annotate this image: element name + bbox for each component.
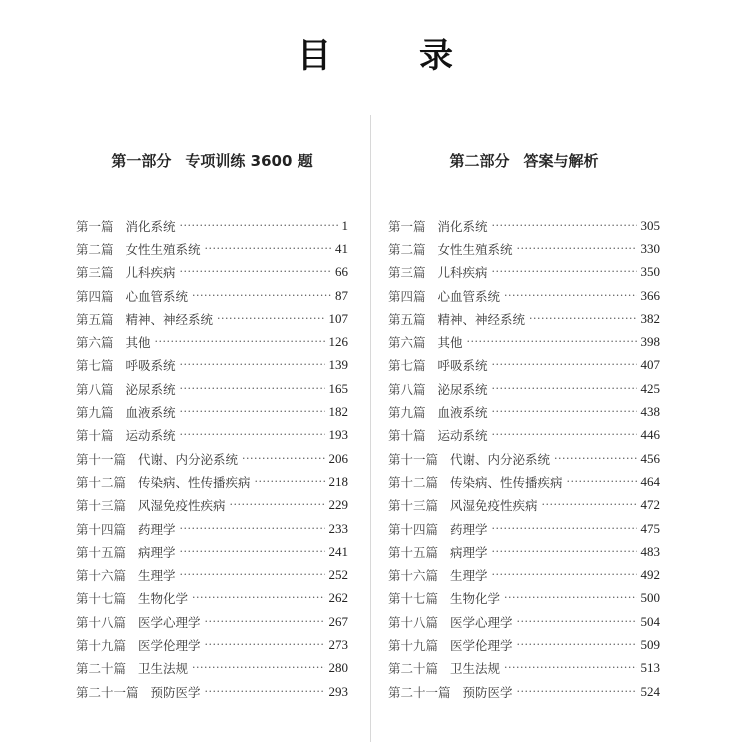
page-number: 475 bbox=[640, 520, 660, 536]
toc-entry[interactable] bbox=[388, 587, 660, 610]
chapter-title: 病理学 bbox=[138, 544, 176, 560]
chapter-title: 药理学 bbox=[450, 521, 488, 537]
part-2-toc-list bbox=[388, 214, 660, 703]
page-number: 280 bbox=[328, 660, 348, 676]
toc-entry[interactable] bbox=[76, 307, 348, 330]
dot-leader bbox=[517, 639, 637, 653]
chapter-number: 第十七篇 bbox=[76, 591, 127, 607]
page-number: 182 bbox=[328, 404, 348, 420]
dot-leader bbox=[255, 476, 325, 490]
page-number: 165 bbox=[328, 380, 348, 396]
chapter-title: 女性生殖系统 bbox=[125, 241, 201, 257]
chapter-title: 预防医学 bbox=[150, 684, 201, 700]
toc-entry[interactable] bbox=[76, 470, 348, 493]
dot-leader bbox=[554, 453, 636, 467]
toc-entry[interactable] bbox=[388, 237, 660, 260]
chapter-title: 医学心理学 bbox=[138, 614, 201, 630]
chapter-number: 第十四篇 bbox=[388, 521, 439, 537]
column-divider bbox=[370, 115, 371, 742]
chapter-title: 心血管系统 bbox=[125, 288, 189, 304]
toc-entry[interactable] bbox=[388, 633, 660, 656]
page-number: 206 bbox=[328, 450, 348, 466]
chapter-number: 第五篇 bbox=[76, 311, 114, 327]
chapter-number: 第十五篇 bbox=[76, 544, 127, 560]
toc-entry[interactable] bbox=[388, 494, 660, 517]
chapter-title: 生物化学 bbox=[138, 591, 189, 607]
toc-entry[interactable] bbox=[76, 633, 348, 656]
chapter-title: 风湿免疫性疾病 bbox=[138, 498, 226, 514]
dot-leader bbox=[192, 662, 324, 676]
toc-entry[interactable] bbox=[76, 237, 348, 260]
chapter-number: 第十九篇 bbox=[388, 637, 439, 653]
chapter-title: 儿科疾病 bbox=[437, 265, 488, 281]
chapter-title: 儿科疾病 bbox=[125, 265, 176, 281]
page-number: 483 bbox=[640, 543, 660, 559]
page-number: 1 bbox=[341, 217, 348, 233]
chapter-number: 第十四篇 bbox=[76, 521, 127, 537]
dot-leader bbox=[517, 616, 637, 630]
toc-entry[interactable] bbox=[76, 587, 348, 610]
dot-leader bbox=[230, 499, 325, 513]
chapter-number: 第四篇 bbox=[388, 288, 426, 304]
chapter-number: 第十二篇 bbox=[388, 474, 439, 490]
dot-leader bbox=[192, 592, 324, 606]
page-number: 87 bbox=[335, 287, 348, 303]
toc-entry[interactable] bbox=[76, 284, 348, 307]
chapter-title: 病理学 bbox=[450, 544, 488, 560]
dot-leader bbox=[217, 313, 324, 327]
dot-leader bbox=[180, 429, 325, 443]
dot-leader bbox=[492, 220, 637, 234]
toc-entry[interactable] bbox=[76, 424, 348, 447]
page-number: 513 bbox=[640, 660, 660, 676]
page-number: 524 bbox=[640, 683, 660, 699]
chapter-number: 第二十一篇 bbox=[388, 684, 451, 700]
page-number: 218 bbox=[328, 473, 348, 489]
chapter-title: 血液系统 bbox=[437, 405, 488, 421]
page-number: 66 bbox=[335, 264, 348, 280]
toc-entry[interactable] bbox=[388, 261, 660, 284]
page-number: 407 bbox=[640, 357, 660, 373]
toc-entry[interactable] bbox=[388, 424, 660, 447]
chapter-number: 第十一篇 bbox=[76, 451, 127, 467]
chapter-number: 第九篇 bbox=[388, 405, 426, 421]
dot-leader bbox=[504, 592, 636, 606]
chapter-title: 生物化学 bbox=[450, 591, 501, 607]
toc-entry[interactable] bbox=[76, 657, 348, 680]
page-number: 273 bbox=[328, 636, 348, 652]
dot-leader bbox=[492, 266, 637, 280]
page-number: 398 bbox=[640, 334, 660, 350]
chapter-number: 第十一篇 bbox=[388, 451, 439, 467]
toc-entry[interactable] bbox=[76, 447, 348, 470]
page-number: 330 bbox=[640, 240, 660, 256]
chapter-number: 第十八篇 bbox=[388, 614, 439, 630]
page-title bbox=[0, 28, 750, 77]
chapter-number: 第十八篇 bbox=[76, 614, 127, 630]
chapter-title: 呼吸系统 bbox=[437, 358, 488, 374]
dot-leader bbox=[205, 639, 325, 653]
page-number: 252 bbox=[328, 567, 348, 583]
page-number: 509 bbox=[640, 636, 660, 652]
title-char-2: 录 bbox=[419, 36, 453, 76]
page-number: 464 bbox=[640, 473, 660, 489]
page-number: 241 bbox=[328, 543, 348, 559]
dot-leader bbox=[492, 546, 637, 560]
toc-entry[interactable] bbox=[388, 610, 660, 633]
toc-entry[interactable] bbox=[76, 214, 348, 237]
chapter-number: 第十三篇 bbox=[388, 498, 439, 514]
chapter-number: 第五篇 bbox=[388, 311, 426, 327]
dot-leader bbox=[155, 336, 325, 350]
chapter-number: 第四篇 bbox=[76, 288, 114, 304]
chapter-title: 泌尿系统 bbox=[125, 381, 176, 397]
dot-leader bbox=[492, 406, 637, 420]
chapter-number: 第九篇 bbox=[76, 405, 114, 421]
page-number: 193 bbox=[328, 427, 348, 443]
page-number: 126 bbox=[328, 334, 348, 350]
chapter-title: 泌尿系统 bbox=[437, 381, 488, 397]
chapter-title: 风湿免疫性疾病 bbox=[450, 498, 538, 514]
page-number: 293 bbox=[328, 683, 348, 699]
dot-leader bbox=[180, 383, 325, 397]
dot-leader bbox=[542, 499, 637, 513]
dot-leader bbox=[517, 686, 637, 700]
toc-entry[interactable] bbox=[388, 377, 660, 400]
chapter-title: 卫生法规 bbox=[138, 661, 189, 677]
chapter-number: 第七篇 bbox=[388, 358, 426, 374]
chapter-title: 运动系统 bbox=[437, 428, 488, 444]
part-1-title: 专项训练 3600 题 bbox=[185, 152, 313, 170]
chapter-title: 传染病、性传播疾病 bbox=[450, 474, 563, 490]
dot-leader bbox=[567, 476, 637, 490]
toc-entry[interactable] bbox=[76, 494, 348, 517]
toc-entry[interactable] bbox=[388, 563, 660, 586]
part-1-label: 第一部分 bbox=[111, 152, 172, 170]
chapter-title: 其他 bbox=[125, 335, 151, 351]
page-number: 262 bbox=[328, 590, 348, 606]
dot-leader bbox=[180, 546, 325, 560]
part-1-toc-list bbox=[76, 214, 348, 703]
part-2-label: 第二部分 bbox=[449, 152, 510, 170]
chapter-number: 第三篇 bbox=[388, 265, 426, 281]
toc-entry[interactable] bbox=[76, 400, 348, 423]
chapter-title: 消化系统 bbox=[125, 218, 176, 234]
page-number: 438 bbox=[640, 404, 660, 420]
chapter-title: 卫生法规 bbox=[450, 661, 501, 677]
dot-leader bbox=[180, 406, 325, 420]
chapter-title: 代谢、内分泌系统 bbox=[138, 451, 239, 467]
part-2-heading bbox=[388, 150, 660, 171]
page-number: 305 bbox=[640, 217, 660, 233]
page-number: 500 bbox=[640, 590, 660, 606]
chapter-title: 心血管系统 bbox=[437, 288, 501, 304]
page-number: 229 bbox=[328, 497, 348, 513]
page-number: 446 bbox=[640, 427, 660, 443]
dot-leader bbox=[504, 662, 636, 676]
chapter-number: 第六篇 bbox=[388, 335, 426, 351]
toc-entry[interactable] bbox=[388, 284, 660, 307]
dot-leader bbox=[180, 359, 325, 373]
dot-leader bbox=[492, 429, 637, 443]
dot-leader bbox=[517, 243, 637, 257]
toc-entry[interactable] bbox=[388, 400, 660, 423]
chapter-title: 生理学 bbox=[450, 568, 488, 584]
dot-leader bbox=[180, 569, 325, 583]
page-number: 267 bbox=[328, 613, 348, 629]
toc-entry[interactable] bbox=[76, 540, 348, 563]
chapter-title: 精神、神经系统 bbox=[437, 311, 526, 327]
page-number: 350 bbox=[640, 264, 660, 280]
chapter-title: 其他 bbox=[437, 335, 463, 351]
page-number: 425 bbox=[640, 380, 660, 396]
dot-leader bbox=[205, 243, 331, 257]
chapter-number: 第三篇 bbox=[76, 265, 114, 281]
toc-entry[interactable] bbox=[388, 470, 660, 493]
part-1-heading bbox=[76, 150, 348, 171]
dot-leader bbox=[492, 383, 637, 397]
toc-entry[interactable] bbox=[76, 261, 348, 284]
page-number: 107 bbox=[328, 310, 348, 326]
toc-entry[interactable] bbox=[76, 680, 348, 703]
dot-leader bbox=[529, 313, 636, 327]
toc-entry[interactable] bbox=[76, 330, 348, 353]
chapter-title: 传染病、性传播疾病 bbox=[138, 474, 251, 490]
chapter-title: 医学心理学 bbox=[450, 614, 513, 630]
chapter-number: 第二篇 bbox=[388, 241, 426, 257]
chapter-title: 精神、神经系统 bbox=[125, 311, 214, 327]
page-number: 472 bbox=[640, 497, 660, 513]
chapter-number: 第十三篇 bbox=[76, 498, 127, 514]
toc-entry[interactable] bbox=[388, 657, 660, 680]
toc-entry[interactable] bbox=[388, 330, 660, 353]
chapter-title: 消化系统 bbox=[437, 218, 488, 234]
chapter-title: 生理学 bbox=[138, 568, 176, 584]
chapter-number: 第二十一篇 bbox=[76, 684, 139, 700]
page-number: 382 bbox=[640, 310, 660, 326]
page-number: 366 bbox=[640, 287, 660, 303]
chapter-number: 第十七篇 bbox=[388, 591, 439, 607]
chapter-number: 第十六篇 bbox=[76, 568, 127, 584]
chapter-number: 第八篇 bbox=[388, 381, 426, 397]
chapter-number: 第六篇 bbox=[76, 335, 114, 351]
chapter-number: 第十五篇 bbox=[388, 544, 439, 560]
toc-entry[interactable] bbox=[76, 563, 348, 586]
dot-leader bbox=[180, 523, 325, 537]
chapter-title: 代谢、内分泌系统 bbox=[450, 451, 551, 467]
toc-entry[interactable] bbox=[388, 517, 660, 540]
dot-leader bbox=[180, 220, 338, 234]
page-number: 139 bbox=[328, 357, 348, 373]
chapter-number: 第十篇 bbox=[76, 428, 114, 444]
chapter-title: 预防医学 bbox=[462, 684, 513, 700]
dot-leader bbox=[180, 266, 331, 280]
page-number: 456 bbox=[640, 450, 660, 466]
chapter-number: 第十九篇 bbox=[76, 637, 127, 653]
chapter-number: 第一篇 bbox=[388, 218, 426, 234]
dot-leader bbox=[492, 523, 637, 537]
dot-leader bbox=[205, 686, 325, 700]
title-char-1: 目 bbox=[297, 36, 331, 76]
chapter-title: 医学伦理学 bbox=[450, 637, 513, 653]
toc-entry[interactable] bbox=[76, 517, 348, 540]
chapter-title: 药理学 bbox=[138, 521, 176, 537]
dot-leader bbox=[205, 616, 325, 630]
chapter-title: 医学伦理学 bbox=[138, 637, 201, 653]
page-number: 504 bbox=[640, 613, 660, 629]
dot-leader bbox=[504, 290, 636, 304]
chapter-number: 第二十篇 bbox=[388, 661, 439, 677]
toc-entry[interactable] bbox=[388, 354, 660, 377]
chapter-number: 第十篇 bbox=[388, 428, 426, 444]
toc-entry[interactable] bbox=[76, 377, 348, 400]
dot-leader bbox=[467, 336, 637, 350]
chapter-number: 第十二篇 bbox=[76, 474, 127, 490]
chapter-number: 第二十篇 bbox=[76, 661, 127, 677]
toc-entry[interactable] bbox=[388, 307, 660, 330]
part-2-title: 答案与解析 bbox=[523, 152, 599, 170]
chapter-number: 第七篇 bbox=[76, 358, 114, 374]
toc-entry[interactable] bbox=[388, 214, 660, 237]
toc-entry[interactable] bbox=[76, 354, 348, 377]
chapter-number: 第一篇 bbox=[76, 218, 114, 234]
chapter-title: 运动系统 bbox=[125, 428, 176, 444]
page-number: 492 bbox=[640, 567, 660, 583]
chapter-number: 第八篇 bbox=[76, 381, 114, 397]
dot-leader bbox=[192, 290, 331, 304]
dot-leader bbox=[492, 569, 637, 583]
toc-entry[interactable] bbox=[388, 680, 660, 703]
chapter-title: 血液系统 bbox=[125, 405, 176, 421]
page-number: 233 bbox=[328, 520, 348, 536]
page-number: 41 bbox=[335, 240, 348, 256]
chapter-number: 第十六篇 bbox=[388, 568, 439, 584]
chapter-number: 第二篇 bbox=[76, 241, 114, 257]
toc-entry[interactable] bbox=[76, 610, 348, 633]
dot-leader bbox=[492, 359, 637, 373]
chapter-title: 呼吸系统 bbox=[125, 358, 176, 374]
dot-leader bbox=[242, 453, 324, 467]
chapter-title: 女性生殖系统 bbox=[437, 241, 513, 257]
toc-entry[interactable] bbox=[388, 540, 660, 563]
toc-entry[interactable] bbox=[388, 447, 660, 470]
